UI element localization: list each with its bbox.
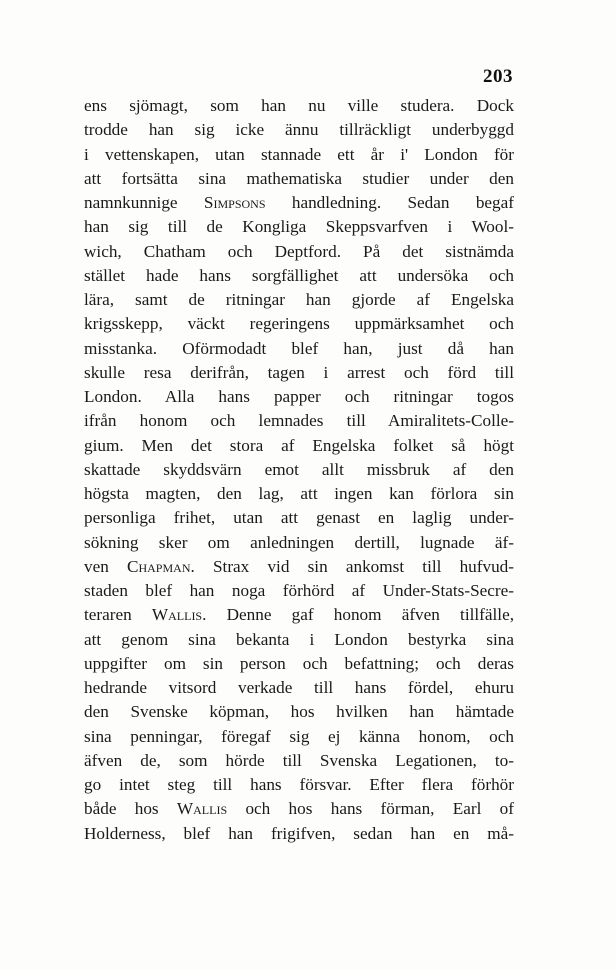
text-segment: att genom sina bekanta i London bestyrka sina — [84, 629, 514, 649]
text-segment: . Strax vid sin ankomst till hufvud- — [190, 556, 514, 576]
text-line — [84, 725, 514, 749]
text-segment: både hos — [84, 799, 177, 819]
text-line — [84, 506, 514, 530]
text-segment: namnkunnige — [84, 193, 204, 212]
text-line — [84, 749, 514, 773]
text-line — [84, 409, 514, 433]
small-caps-name: Wallis — [176, 799, 228, 819]
small-caps-name: Chapman — [127, 556, 191, 576]
text-segment: skattade skyddsvärn emot allt missbruk af den — [84, 459, 514, 479]
text-segment: ens sjömagt, som han nu ville studera. Dock — [84, 96, 514, 115]
text-segment: Holderness, blef han frigifven, sedan han en må- — [84, 823, 514, 843]
text-line — [84, 240, 514, 264]
text-segment: och hos hans förman, Earl of — [227, 799, 514, 819]
text-segment: sökning sker om anledningen dertill, lugnade äf- — [84, 532, 514, 552]
text-line — [84, 773, 514, 797]
text-line — [84, 94, 514, 118]
text-line — [84, 700, 514, 724]
text-segment: skulle resa derifrån, tagen i arrest och förd till — [84, 362, 514, 382]
text-segment: ven — [84, 556, 128, 576]
text-line — [84, 385, 514, 409]
text-line — [84, 288, 514, 312]
text-segment: wich, Chatham och Deptford. På det sistnämda — [84, 241, 514, 261]
small-caps-name: Simpsons — [203, 193, 266, 212]
text-segment: misstanka. Oförmodadt blef han, just då han — [84, 338, 514, 358]
text-segment: i vettenskapen, utan stannade ett år i' London för — [84, 144, 514, 164]
text-segment: . Denne gaf honom äfven tillfälle, — [202, 605, 514, 625]
text-line — [84, 822, 514, 846]
text-line — [84, 361, 514, 385]
text-segment: gium. Men det stora af Engelska folket så högt — [84, 435, 514, 455]
text-segment: krigsskepp, väckt regeringens uppmärksamhet och — [84, 314, 514, 334]
text-line — [84, 603, 514, 627]
text-line — [84, 676, 514, 700]
text-segment: handledning. Sedan begaf — [265, 193, 515, 212]
text-line — [84, 215, 514, 239]
text-segment: ifrån honom och lemnades till Amiralitets-Colle- — [84, 411, 514, 431]
text-line — [84, 118, 514, 142]
text-segment: den Svenske köpman, hos hvilken han hämtade — [84, 702, 514, 722]
text-line — [84, 191, 514, 215]
text-line — [84, 312, 514, 336]
text-line — [84, 264, 514, 288]
text-segment: äfven de, som hörde till Svenska Legationen, to- — [84, 750, 514, 770]
text-segment: go intet steg till hans försvar. Efter flera förhör — [84, 775, 514, 794]
text-line — [84, 531, 514, 555]
text-segment: stället hade hans sorgfällighet att undersöka och — [84, 265, 514, 285]
small-caps-name: Wallis — [151, 605, 203, 625]
text-segment: sina penningar, föregaf sig ej känna honom, och — [84, 726, 514, 746]
text-line — [84, 482, 514, 506]
text-segment: staden blef han noga förhörd af Under-Stats-Secre- — [84, 581, 514, 600]
text-segment: han sig till de Kongliga Skeppsvarfven i Wool- — [84, 217, 514, 237]
text-segment: hedrande vitsord verkade till hans fördel, ehuru — [84, 678, 514, 697]
text-line — [84, 555, 514, 579]
text-line — [84, 579, 514, 603]
text-segment: personliga frihet, utan att genast en laglig under- — [84, 508, 514, 528]
text-line — [84, 797, 514, 821]
text-segment: uppgifter om sin person och befattning; och deras — [84, 653, 514, 673]
text-line — [84, 337, 514, 361]
text-line — [84, 143, 514, 167]
body-text — [84, 94, 514, 846]
text-segment: London. Alla hans papper och ritningar togos — [84, 387, 514, 406]
text-segment: högsta magten, den lag, att ingen kan förlora sin — [84, 484, 514, 503]
page-number: 203 — [483, 66, 513, 87]
text-segment: att fortsätta sina mathematiska studier under den — [84, 168, 514, 188]
text-line — [84, 628, 514, 652]
text-line — [84, 434, 514, 458]
text-segment: lära, samt de ritningar han gjorde af Engelska — [84, 290, 514, 309]
text-segment: teraren — [84, 605, 152, 625]
text-segment: trodde han sig icke ännu tillräckligt underbyggd — [84, 120, 514, 140]
text-line — [84, 652, 514, 676]
text-line — [84, 167, 514, 191]
text-line — [84, 458, 514, 482]
